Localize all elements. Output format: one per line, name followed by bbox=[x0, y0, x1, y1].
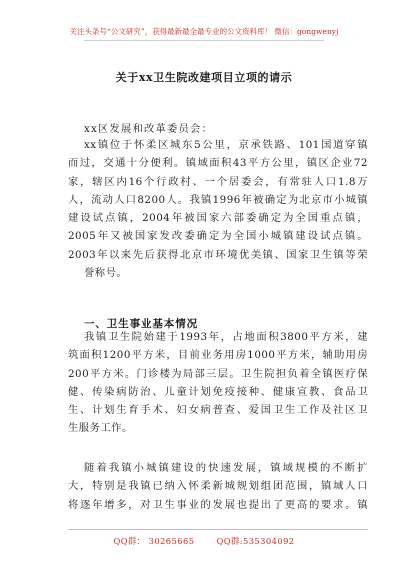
paragraph-line: xx镇位于怀柔区城东5公里，京承铁路、101国道穿镇 bbox=[84, 139, 368, 151]
footer-qq-group-1: QQ群： 30265665 bbox=[113, 536, 195, 546]
paragraph-line: 誉称号。 bbox=[84, 267, 128, 280]
header-banner: 关注头条号“公文研究”，获得最新最全最专业的公文资料库！ 微信：gongwenyj bbox=[69, 27, 339, 36]
paragraph-line: 2005年又被国家发改委确定为全国小城镇建设试点镇。 bbox=[68, 230, 368, 243]
document-title: 关于xx卫生院改建项目立项的请示 bbox=[115, 71, 293, 84]
section-heading: 一、卫生事业基本情况 bbox=[84, 318, 198, 330]
paragraph-line: 将逐年增多，对卫生事业的发展也提出了更高的要求。镇 bbox=[68, 498, 368, 511]
footer-contact bbox=[0, 535, 408, 547]
paragraph-development bbox=[68, 459, 368, 514]
footer-divider bbox=[68, 529, 368, 530]
salutation: xx区发展和改革委员会： bbox=[84, 123, 213, 135]
paragraph-line: 家，辖区内16个行政村、一个居委会，有常驻人口1.8万 bbox=[68, 175, 368, 188]
paragraph-line: 200平方米。门诊楼为局部三层。卫生院担负着全镇医疗保 bbox=[68, 367, 368, 380]
paragraph-line: 生、计划生育手术、妇女病普查、爱国卫生工作及社区卫 bbox=[68, 404, 368, 417]
paragraph-line: 我镇卫生院始建于1993年，占地面积3800平方米，建 bbox=[84, 331, 368, 343]
paragraph-line: 生服务工作。 bbox=[68, 422, 133, 435]
paragraph-line: 健、传染病防治、儿童计划免疫接种、健康宣教、食品卫 bbox=[68, 385, 368, 398]
footer-qq-group-2: QQ群:535304092 bbox=[216, 536, 295, 546]
paragraph-health-overview bbox=[68, 328, 368, 438]
header-divider bbox=[84, 40, 324, 41]
paragraph-line: 大，特别是我镇已纳入怀柔新城规划组团范围，镇域人口 bbox=[68, 480, 368, 493]
paragraph-line: 筑面积1200平方米，目前业务用房1000平方米，辅助用房 bbox=[68, 349, 368, 362]
paragraph-line: 随着我镇小城镇建设的快速发展，镇域规模的不断扩 bbox=[84, 462, 368, 474]
paragraph-line: 人，流动人口8200人。我镇1996年被确定为北京市小城镇 bbox=[68, 193, 368, 206]
paragraph-line: 建设试点镇，2004年被国家六部委确定为全国重点镇， bbox=[68, 212, 368, 225]
paragraph-location bbox=[68, 136, 368, 282]
paragraph-line: 2003年以来先后获得北京市环境优美镇、国家卫生镇等荣 bbox=[68, 248, 368, 261]
paragraph-line: 而过，交通十分便利。镇域面积43平方公里，镇区企业72 bbox=[68, 157, 368, 170]
